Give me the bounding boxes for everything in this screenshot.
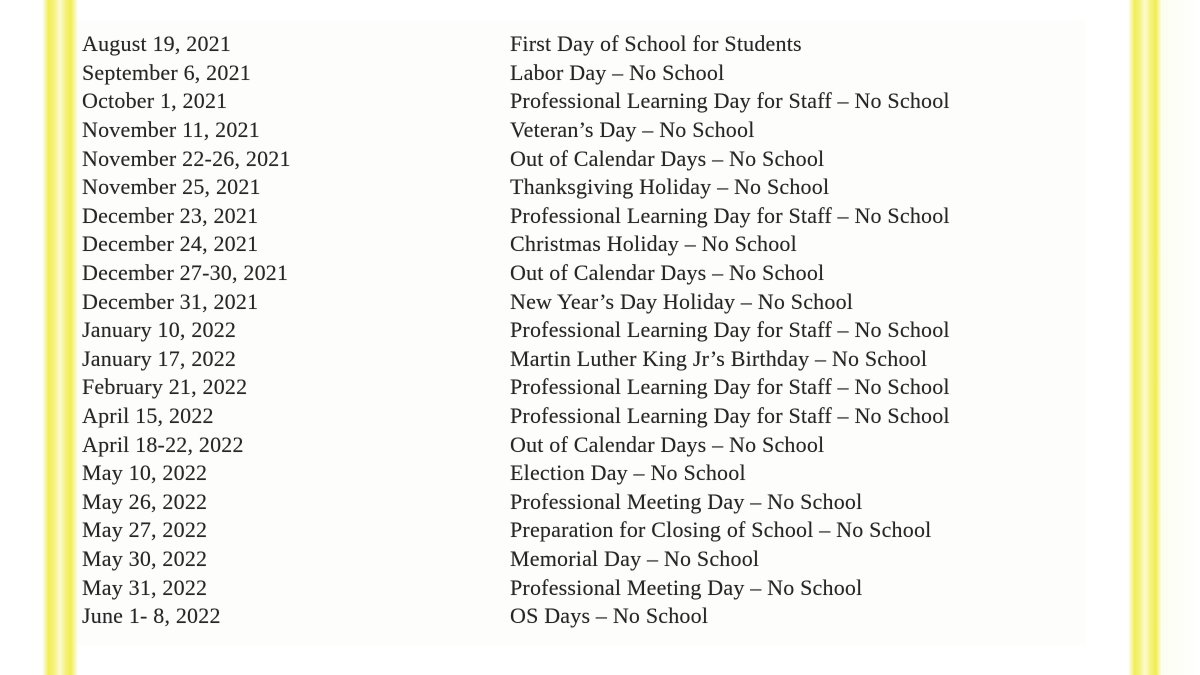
calendar-event: Professional Learning Day for Staff – No School (510, 202, 950, 228)
calendar-date: November 11, 2021 (82, 117, 260, 143)
calendar-row (82, 287, 1082, 316)
calendar-row (82, 230, 1082, 259)
calendar-event: Professional Meeting Day – No School (510, 488, 863, 514)
right-edge-wash (1162, 0, 1200, 675)
calendar-date: December 23, 2021 (82, 202, 259, 228)
calendar-date: May 26, 2022 (82, 488, 208, 514)
calendar-row (82, 316, 1082, 345)
calendar-date: December 24, 2021 (82, 231, 259, 257)
calendar-date: April 15, 2022 (82, 403, 214, 429)
calendar-row (82, 30, 1082, 59)
calendar-list (82, 30, 1082, 630)
calendar-row (82, 87, 1082, 116)
calendar-date: November 25, 2021 (82, 174, 261, 200)
calendar-row (82, 173, 1082, 202)
calendar-event: Veteran’s Day – No School (510, 117, 755, 143)
left-highlight-stripe (42, 0, 78, 675)
calendar-event: Professional Meeting Day – No School (510, 574, 863, 600)
calendar-row (82, 345, 1082, 374)
calendar-event: Martin Luther King Jr’s Birthday – No School (510, 345, 928, 371)
calendar-date: February 21, 2022 (82, 374, 248, 400)
calendar-event: Preparation for Closing of School – No School (510, 517, 932, 543)
calendar-event: Professional Learning Day for Staff – No School (510, 374, 950, 400)
calendar-row (82, 402, 1082, 431)
calendar-event: Professional Learning Day for Staff – No School (510, 317, 950, 343)
calendar-event: Out of Calendar Days – No School (510, 260, 825, 286)
calendar-date: November 22-26, 2021 (82, 145, 291, 171)
calendar-event: Out of Calendar Days – No School (510, 145, 825, 171)
calendar-event: Professional Learning Day for Staff – No School (510, 403, 950, 429)
calendar-row (82, 459, 1082, 488)
calendar-event: Labor Day – No School (510, 59, 725, 85)
calendar-date: May 31, 2022 (82, 574, 208, 600)
calendar-event: Christmas Holiday – No School (510, 231, 797, 257)
calendar-event: Thanksgiving Holiday – No School (510, 174, 830, 200)
calendar-date: May 10, 2022 (82, 460, 208, 486)
calendar-event: OS Days – No School (510, 603, 709, 629)
calendar-date: May 30, 2022 (82, 545, 208, 571)
calendar-date: May 27, 2022 (82, 517, 208, 543)
calendar-row (82, 573, 1082, 602)
calendar-row (82, 545, 1082, 574)
calendar-row (82, 488, 1082, 517)
calendar-row (82, 116, 1082, 145)
calendar-event: New Year’s Day Holiday – No School (510, 288, 854, 314)
calendar-date: December 27-30, 2021 (82, 260, 289, 286)
calendar-row (82, 602, 1082, 631)
calendar-row (82, 373, 1082, 402)
calendar-event: Memorial Day – No School (510, 545, 760, 571)
calendar-date: January 10, 2022 (82, 317, 237, 343)
calendar-event: First Day of School for Students (510, 31, 802, 57)
calendar-row (82, 430, 1082, 459)
calendar-date: September 6, 2021 (82, 59, 251, 85)
calendar-date: January 17, 2022 (82, 345, 237, 371)
calendar-event: Election Day – No School (510, 460, 746, 486)
calendar-row (82, 516, 1082, 545)
calendar-date: August 19, 2021 (82, 31, 232, 57)
calendar-event: Professional Learning Day for Staff – No School (510, 88, 950, 114)
calendar-row (82, 202, 1082, 231)
calendar-row (82, 259, 1082, 288)
calendar-date: October 1, 2021 (82, 88, 228, 114)
calendar-date: June 1- 8, 2022 (82, 603, 221, 629)
calendar-row (82, 144, 1082, 173)
calendar-event: Out of Calendar Days – No School (510, 431, 825, 457)
right-highlight-stripe (1128, 0, 1162, 675)
calendar-date: April 18-22, 2022 (82, 431, 244, 457)
calendar-row (82, 59, 1082, 88)
calendar-date: December 31, 2021 (82, 288, 259, 314)
